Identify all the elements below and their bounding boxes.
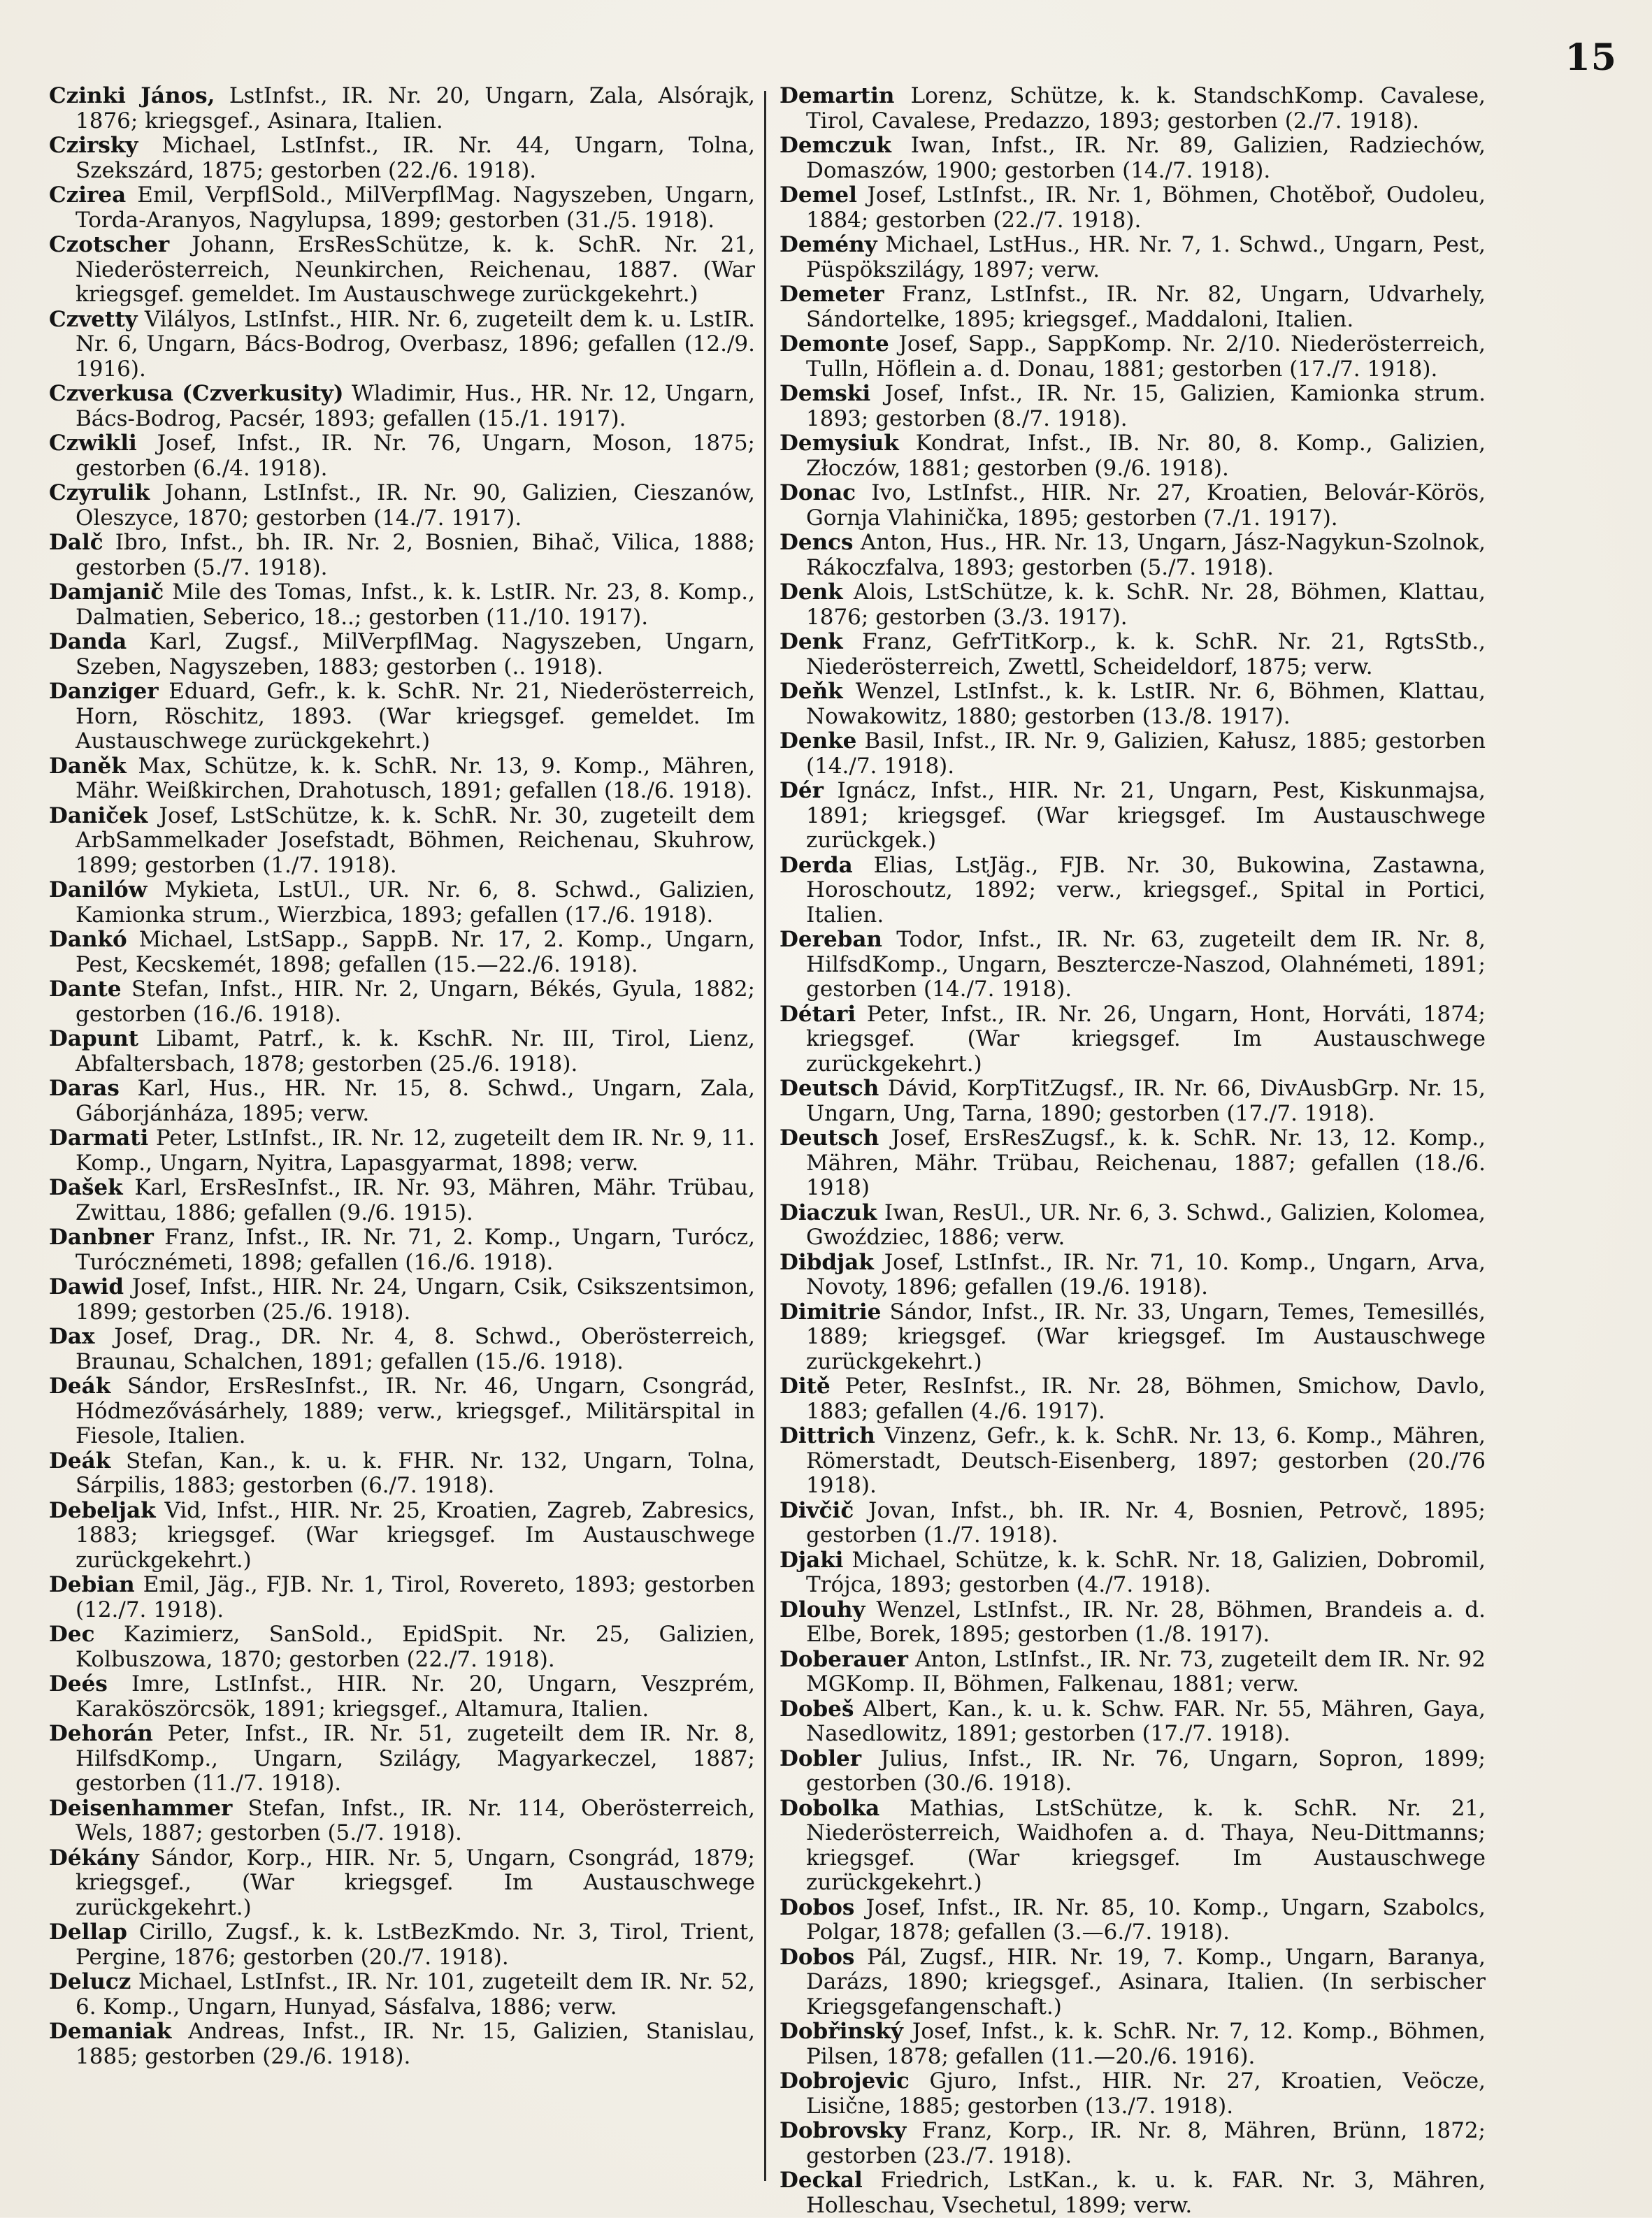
entry-details: Anton, Hus., HR. Nr. 13, Ungarn, Jász-Nagykun-Szolnok, Rákoczfalva, 1893; gestorben (5./7. 1918). bbox=[806, 530, 1486, 580]
register-entry bbox=[780, 580, 1486, 630]
register-entry bbox=[780, 854, 1486, 928]
entry-surname: Czirsky bbox=[49, 133, 138, 158]
entry-details: Josef, LstInfst., IR. Nr. 71, 10. Komp., Ungarn, Arva, Novoty, 1896; gefallen (19./6. 1918). bbox=[806, 1249, 1486, 1299]
entry-surname: Damjanič bbox=[49, 579, 164, 605]
register-entry bbox=[49, 2019, 755, 2069]
entry-surname: Demény bbox=[780, 232, 877, 257]
entry-surname: Dencs bbox=[780, 530, 854, 555]
entry-surname: Debeljak bbox=[49, 1497, 156, 1523]
entry-details: Ivo, LstInfst., HIR. Nr. 27, Kroatien, Belovár-Körös, Gornja Vlahinička, 1895; gestorben (7./1. 1917). bbox=[806, 480, 1486, 531]
register-entry bbox=[780, 134, 1486, 183]
entry-details: Josef, Drag., DR. Nr. 4, 8. Schwd., Oberösterreich, Braunau, Schalchen, 1891; gefallen (15./6. 1918). bbox=[76, 1324, 755, 1374]
entry-surname: Dereban bbox=[780, 927, 882, 952]
entry-details: Franz, Korp., IR. Nr. 8, Mähren, Brünn, 1872; gestorben (23./7. 1918). bbox=[806, 2118, 1486, 2168]
entry-details: Josef, Infst., IR. Nr. 15, Galizien, Kamionka strum. 1893; gestorben (8./7. 1918). bbox=[806, 381, 1486, 431]
entry-surname: Dellap bbox=[49, 1920, 127, 1945]
entry-details: Johann, LstInfst., IR. Nr. 90, Galizien, Cieszanów, Oleszyce, 1870; gestorben (14./7. 1917). bbox=[76, 480, 755, 531]
entry-details: Johann, ErsResSchütze, k. k. SchR. Nr. 21, Niederösterreich, Neunkirchen, Reichenau, 1887. (War kriegsgef. gemeldet. Im Austauschwege zurückgekehrt.) bbox=[76, 232, 755, 307]
register-entry bbox=[49, 1027, 755, 1076]
left-column bbox=[49, 84, 755, 2069]
entry-surname: Delucz bbox=[49, 1969, 131, 1994]
entry-details: Basil, Infst., IR. Nr. 9, Galizien, Kałusz, 1885; gestorben (14./7. 1918). bbox=[806, 728, 1486, 779]
entry-surname: Demaniak bbox=[49, 2019, 172, 2044]
entry-details: Libamt, Patrf., k. k. KschR. Nr. III, Tirol, Lienz, Abfaltersbach, 1878; gestorben (25./6. 1918). bbox=[76, 1026, 755, 1076]
entry-surname: Danda bbox=[49, 629, 127, 654]
entry-details: Sándor, ErsResInfst., IR. Nr. 46, Ungarn, Csongrád, Hódmezővásárhely, 1889; verw., kriegsgef., Militärspital in Fiesole, Italien. bbox=[76, 1374, 755, 1448]
entry-surname: Dobřinský bbox=[780, 2019, 903, 2044]
entry-details: Wenzel, LstInfst., k. k. LstIR. Nr. 6, Böhmen, Klattau, Nowakowitz, 1880; gestorben (13./8. 1917). bbox=[806, 679, 1486, 729]
register-entry bbox=[780, 679, 1486, 729]
register-entry bbox=[780, 2119, 1486, 2168]
register-entry bbox=[49, 1672, 755, 1722]
register-entry bbox=[780, 183, 1486, 233]
entry-surname: Deckal bbox=[780, 2168, 863, 2193]
register-entry bbox=[780, 1201, 1486, 1251]
entry-surname: Daniček bbox=[49, 802, 148, 828]
register-entry bbox=[49, 1076, 755, 1126]
entry-surname: Deisenhammer bbox=[49, 1795, 233, 1821]
register-entry bbox=[49, 1225, 755, 1275]
register-entry bbox=[49, 1796, 755, 1846]
register-entry bbox=[49, 1573, 755, 1622]
entry-surname: Deňk bbox=[780, 679, 843, 704]
entry-details: Josef, Infst., IR. Nr. 76, Ungarn, Moson, 1875; gestorben (6./4. 1918). bbox=[76, 431, 755, 481]
register-entry bbox=[49, 679, 755, 754]
register-entry bbox=[780, 382, 1486, 431]
register-entry bbox=[49, 754, 755, 804]
entry-details: Peter, Infst., IR. Nr. 26, Ungarn, Hont, Horváti, 1874; kriegsgef. (War kriegsgef. Im Austauschwege zurückgekehrt.) bbox=[806, 1001, 1486, 1076]
register-entry bbox=[780, 1374, 1486, 1424]
entry-details: Michael, LstInfst., IR. Nr. 44, Ungarn, Tolna, Szekszárd, 1875; gestorben (22./6. 1918). bbox=[76, 133, 755, 183]
entry-surname: Djaki bbox=[780, 1547, 844, 1573]
entry-surname: Dittrich bbox=[780, 1423, 875, 1448]
entry-surname: Darmati bbox=[49, 1125, 149, 1151]
entry-surname: Danziger bbox=[49, 679, 159, 704]
entry-details: Karl, ErsResInfst., IR. Nr. 93, Mähren, Mähr. Trübau, Zwittau, 1886; gefallen (9./6. 1915). bbox=[76, 1175, 755, 1225]
register-entry bbox=[780, 282, 1486, 332]
entry-surname: Czirea bbox=[49, 182, 127, 208]
register-entry bbox=[49, 481, 755, 531]
register-entry bbox=[49, 531, 755, 580]
entry-surname: Demeter bbox=[780, 282, 884, 307]
register-entry bbox=[49, 308, 755, 382]
entry-details: Friedrich, LstKan., k. u. k. FAR. Nr. 3, Mähren, Holleschau, Vsechetul, 1899; verw. bbox=[806, 2168, 1486, 2218]
entry-surname: Czvetty bbox=[49, 306, 138, 332]
entry-details: Elias, LstJäg., FJB. Nr. 30, Bukowina, Zastawna, Horoschoutz, 1892; verw., kriegsgef., Spital in Portici, Italien. bbox=[806, 852, 1486, 928]
entry-details: Wladimir, Hus., HR. Nr. 12, Ungarn, Bács-Bodrog, Pacsér, 1893; gefallen (15./1. 1917). bbox=[76, 381, 756, 431]
entry-surname: Divčič bbox=[780, 1497, 854, 1523]
entry-details: Iwan, ResUl., UR. Nr. 6, 3. Schwd., Galizien, Kolomea, Gwoździec, 1886; verw. bbox=[806, 1200, 1486, 1250]
register-entry bbox=[49, 1325, 755, 1374]
register-entry bbox=[49, 580, 755, 630]
entry-details: Emil, Jäg., FJB. Nr. 1, Tirol, Rovereto, 1893; gestorben (12./7. 1918). bbox=[76, 1572, 755, 1622]
register-entry bbox=[780, 1002, 1486, 1077]
register-entry bbox=[780, 1076, 1486, 1126]
entry-details: Alois, LstSchütze, k. k. SchR. Nr. 28, Böhmen, Klattau, 1876; gestorben (3./3. 1917). bbox=[806, 579, 1486, 630]
entry-surname: Demysiuk bbox=[780, 431, 899, 456]
register-entry bbox=[780, 1697, 1486, 1747]
register-entry bbox=[780, 531, 1486, 580]
entry-surname: Dlouhy bbox=[780, 1597, 865, 1622]
entry-details: Vid, Infst., HIR. Nr. 25, Kroatien, Zagreb, Zabresics, 1883; kriegsgef. (War kriegsgef. Im Austauschwege zurückgekehrt.) bbox=[76, 1497, 755, 1573]
entry-surname: Dobrovsky bbox=[780, 2118, 907, 2143]
entry-surname: Daras bbox=[49, 1076, 120, 1101]
right-column bbox=[780, 84, 1486, 2218]
entry-details: Michael, LstSapp., SappB. Nr. 17, 2. Komp., Ungarn, Pest, Kecskemét, 1898; gefallen (15.—22./6. 1918). bbox=[76, 927, 755, 977]
entry-details: Franz, GefrTitKorp., k. k. SchR. Nr. 21, RgtsStb., Niederösterreich, Zwettl, Scheideldorf, 1875; verw. bbox=[806, 629, 1486, 679]
entry-details: Josef, Infst., HIR. Nr. 24, Ungarn, Csik, Csikszentsimon, 1899; gestorben (25./6. 1918). bbox=[76, 1274, 755, 1325]
entry-details: Andreas, Infst., IR. Nr. 15, Galizien, Stanislau, 1885; gestorben (29./6. 1918). bbox=[76, 2019, 755, 2069]
entry-surname: Derda bbox=[780, 852, 853, 878]
entry-surname: Demczuk bbox=[780, 133, 891, 158]
entry-details: Michael, Schütze, k. k. SchR. Nr. 18, Galizien, Dobromil, Trójca, 1893; gestorben (4./7. 1918). bbox=[806, 1547, 1486, 1597]
entry-surname: Dimitrie bbox=[780, 1299, 882, 1325]
register-entry bbox=[49, 928, 755, 977]
entry-details: Franz, Infst., IR. Nr. 71, 2. Komp., Ungarn, Turócz, Turócznémeti, 1898; gefallen (16./6. 1918). bbox=[76, 1225, 755, 1275]
register-entry bbox=[780, 1598, 1486, 1648]
entry-details: Wenzel, LstInfst., IR. Nr. 28, Böhmen, Brandeis a. d. Elbe, Borek, 1895; gestorben (1./8. 1917). bbox=[806, 1597, 1486, 1647]
entry-surname: Dankó bbox=[49, 927, 127, 952]
register-entry bbox=[49, 1176, 755, 1225]
entry-details: Stefan, Kan., k. u. k. FHR. Nr. 132, Ungarn, Tolna, Sárpilis, 1883; gestorben (6./7. 1918). bbox=[76, 1448, 755, 1498]
register-entry bbox=[780, 729, 1486, 779]
entry-details: Kondrat, Infst., IB. Nr. 80, 8. Komp., Galizien, Złoczów, 1881; gestorben (9./6. 1918). bbox=[806, 431, 1486, 481]
register-entry bbox=[49, 630, 755, 679]
register-entry bbox=[780, 928, 1486, 1002]
register-entry bbox=[49, 134, 755, 183]
entry-details: Imre, LstInfst., HIR. Nr. 20, Ungarn, Veszprém, Karaköszörcsök, 1891; kriegsgef., Altamura, Italien. bbox=[76, 1671, 755, 1722]
register-entry bbox=[49, 431, 755, 481]
entry-details: Josef, LstSchütze, k. k. SchR. Nr. 30, zugeteilt dem ArbSammelkader Josefstadt, Böhmen, Reichenau, Skuhrow, 1899; gestorben (1./7. 1918). bbox=[76, 802, 755, 878]
entry-details: Julius, Infst., IR. Nr. 76, Ungarn, Sopron, 1899; gestorben (30./6. 1918). bbox=[806, 1745, 1486, 1796]
entry-surname: Czverkusa (Czverkusity) bbox=[49, 381, 344, 406]
entry-surname: Demel bbox=[780, 182, 857, 208]
register-entry bbox=[780, 2168, 1486, 2218]
register-entry bbox=[780, 431, 1486, 481]
entry-surname: Dehorán bbox=[49, 1721, 153, 1746]
entry-surname: Diaczuk bbox=[780, 1200, 877, 1225]
entry-details: Karl, Zugsf., MilVerpflMag. Nagyszeben, Ungarn, Szeben, Nagyszeben, 1883; gestorben (.. 1918). bbox=[76, 629, 755, 679]
entry-surname: Deutsch bbox=[780, 1076, 879, 1101]
entry-details: Ignácz, Infst., HIR. Nr. 21, Ungarn, Pest, Kiskunmajsa, 1891; kriegsgef. (War kriegsgef. Im Austauschwege zurückgek.) bbox=[806, 778, 1486, 853]
register-entry bbox=[49, 183, 755, 233]
register-entry bbox=[49, 804, 755, 879]
entry-surname: Dér bbox=[780, 778, 824, 803]
entry-details: Eduard, Gefr., k. k. SchR. Nr. 21, Niederösterreich, Horn, Röschitz, 1893. (War kriegsgef. gemeldet. Im Austauschwege zurückgekehrt.) bbox=[76, 679, 755, 754]
register-entry bbox=[780, 1126, 1486, 1201]
entry-surname: Czinki János, bbox=[49, 83, 215, 108]
register-entry bbox=[49, 1846, 755, 1921]
entry-details: Vilályos, LstInfst., HIR. Nr. 6, zugeteilt dem k. u. LstIR. Nr. 6, Ungarn, Bács-Bodrog, Overbasz, 1896; gefallen (12./9. 1916). bbox=[76, 306, 755, 382]
entry-surname: Demartin bbox=[780, 83, 895, 108]
entry-details: Albert, Kan., k. u. k. Schw. FAR. Nr. 55, Mähren, Gaya, Nasedlowitz, 1891; gestorben (17./7. 1918). bbox=[806, 1696, 1486, 1746]
register-entry bbox=[780, 1945, 1486, 2020]
entry-details: Josef, Sapp., SappKomp. Nr. 2/10. Niederösterreich, Tulln, Höflein a. d. Donau, 1881; gestorben (17./7. 1918). bbox=[806, 331, 1486, 382]
register-entry bbox=[780, 2019, 1486, 2069]
register-entry bbox=[49, 1126, 755, 1176]
page-number: 15 bbox=[1565, 36, 1617, 79]
entry-details: Josef, LstInfst., IR. Nr. 1, Böhmen, Chotěboř, Oudoleu, 1884; gestorben (22./7. 1918). bbox=[806, 182, 1486, 233]
register-entry bbox=[49, 977, 755, 1027]
entry-surname: Demonte bbox=[780, 331, 889, 357]
register-entry bbox=[49, 1449, 755, 1499]
entry-details: Dávid, KorpTitZugsf., IR. Nr. 66, DivAusbGrp. Nr. 15, Ungarn, Ung, Tarna, 1890; gestorben (17./7. 1918). bbox=[806, 1076, 1486, 1126]
entry-details: Peter, Infst., IR. Nr. 51, zugeteilt dem IR. Nr. 8, HilfsdKomp., Ungarn, Szilágy, Magyarkeczel, 1887; gestorben (11./7. 1918). bbox=[76, 1721, 755, 1796]
entry-surname: Danilów bbox=[49, 877, 148, 902]
entry-details: Kazimierz, SanSold., EpidSpit. Nr. 25, Galizien, Kolbuszowa, 1870; gestorben (22./7. 1918). bbox=[76, 1622, 755, 1672]
register-entry bbox=[780, 84, 1486, 134]
entry-details: Sándor, Infst., IR. Nr. 33, Ungarn, Temes, Temesillés, 1889; kriegsgef. (War kriegsgef. Im Austauschwege zurückgekehrt.) bbox=[806, 1299, 1486, 1374]
entry-details: Michael, LstHus., HR. Nr. 7, 1. Schwd., Ungarn, Pest, Püspökszilágy, 1897; verw. bbox=[806, 232, 1486, 282]
entry-surname: Deák bbox=[49, 1448, 111, 1474]
entry-details: Emil, VerpflSold., MilVerpflMag. Nagyszeben, Ungarn, Torda-Aranyos, Nagylupsa, 1899; gestorben (31./5. 1918). bbox=[76, 182, 755, 233]
register-entry bbox=[49, 1499, 755, 1574]
register-entry bbox=[780, 630, 1486, 679]
register-entry bbox=[49, 1275, 755, 1325]
register-entry bbox=[780, 1300, 1486, 1375]
register-entry bbox=[49, 382, 755, 431]
entry-surname: Czwikli bbox=[49, 431, 137, 456]
entry-details: Josef, Infst., k. k. SchR. Nr. 7, 12. Komp., Böhmen, Pilsen, 1878; gefallen (11.—20./6. 1916). bbox=[806, 2019, 1486, 2069]
entry-surname: Dašek bbox=[49, 1175, 123, 1200]
entry-surname: Dobos bbox=[780, 1944, 855, 1970]
entry-surname: Dapunt bbox=[49, 1026, 139, 1051]
entry-details: Gjuro, Infst., HIR. Nr. 27, Kroatien, Veöcze, Lisične, 1885; gestorben (13./7. 1918). bbox=[806, 2068, 1486, 2119]
register-entry bbox=[49, 1970, 755, 2019]
entry-details: Josef, Infst., IR. Nr. 85, 10. Komp., Ungarn, Szabolcs, Polgar, 1878; gefallen (3.—6./7. 1918). bbox=[806, 1894, 1486, 1945]
register-entry bbox=[49, 1920, 755, 1970]
entry-surname: Dawid bbox=[49, 1274, 124, 1299]
register-entry bbox=[49, 1622, 755, 1672]
entry-details: Peter, ResInfst., IR. Nr. 28, Böhmen, Smichow, Davlo, 1883; gefallen (4./6. 1917). bbox=[806, 1374, 1486, 1424]
entry-surname: Dec bbox=[49, 1622, 95, 1647]
entry-details: Peter, LstInfst., IR. Nr. 12, zugeteilt dem IR. Nr. 9, 11. Komp., Ungarn, Nyitra, Lapasgyarmat, 1898; verw. bbox=[76, 1125, 755, 1176]
register-entry bbox=[49, 1374, 755, 1449]
entry-surname: Donac bbox=[780, 480, 856, 505]
entry-surname: Daněk bbox=[49, 753, 127, 779]
entry-surname: Dobrojevic bbox=[780, 2068, 910, 2094]
register-entry bbox=[780, 2069, 1486, 2119]
entry-details: Josef, ErsResZugsf., k. k. SchR. Nr. 13, 12. Komp., Mähren, Mähr. Trübau, Reichenau, 1887; gefallen (18./6. 1918) bbox=[806, 1125, 1486, 1200]
entry-surname: Denk bbox=[780, 579, 843, 605]
entry-details: Pál, Zugsf., HIR. Nr. 19, 7. Komp., Ungarn, Baranya, Darázs, 1890; kriegsgef., Asinara, Italien. (In serbischer Kriegsgefangenschaft.) bbox=[806, 1944, 1486, 2019]
register-entry bbox=[780, 332, 1486, 382]
entry-details: Jovan, Infst., bh. IR. Nr. 4, Bosnien, Petrovč, 1895; gestorben (1./7. 1918). bbox=[806, 1497, 1486, 1548]
register-entry bbox=[780, 1796, 1486, 1896]
entry-surname: Denk bbox=[780, 629, 843, 654]
entry-surname: Ditě bbox=[780, 1374, 831, 1399]
entry-details: Mile des Tomas, Infst., k. k. LstIR. Nr. 23, 8. Komp., Dalmatien, Seberico, 18..; gestorben (11./10. 1917). bbox=[76, 579, 755, 630]
register-entry bbox=[780, 1499, 1486, 1548]
entry-details: LstInfst., IR. Nr. 20, Ungarn, Zala, Alsórajk, 1876; kriegsgef., Asinara, Italien. bbox=[76, 83, 756, 134]
entry-surname: Deák bbox=[49, 1374, 111, 1399]
register-entry bbox=[780, 1896, 1486, 1945]
entry-surname: Dobler bbox=[780, 1745, 862, 1771]
entry-details: Mykieta, LstUl., UR. Nr. 6, 8. Schwd., Galizien, Kamionka strum., Wierzbica, 1893; gefallen (17./6. 1918). bbox=[76, 877, 755, 928]
entry-surname: Dobeš bbox=[780, 1696, 854, 1722]
register-entry bbox=[780, 1251, 1486, 1300]
entry-details: Sándor, Korp., HIR. Nr. 5, Ungarn, Csongrád, 1879; kriegsgef., (War kriegsgef. Im Austauschwege zurückgekehrt.) bbox=[76, 1845, 755, 1920]
entry-details: Michael, LstInfst., IR. Nr. 101, zugeteilt dem IR. Nr. 52, 6. Komp., Ungarn, Hunyad, Sásfalva, 1886; verw. bbox=[76, 1969, 755, 2019]
entry-details: Mathias, LstSchütze, k. k. SchR. Nr. 21, Niederösterreich, Waidhofen a. d. Thaya, Neu-Dittmanns; kriegsgef. (War kriegsgef. Im Austauschwege zurückgekehrt.) bbox=[806, 1795, 1486, 1895]
entry-surname: Deutsch bbox=[780, 1125, 879, 1151]
entry-details: Karl, Hus., HR. Nr. 15, 8. Schwd., Ungarn, Zala, Gáborjánháza, 1895; verw. bbox=[76, 1076, 755, 1126]
register-entry bbox=[49, 84, 755, 134]
entry-surname: Dax bbox=[49, 1324, 95, 1349]
entry-details: Stefan, Infst., HIR. Nr. 2, Ungarn, Békés, Gyula, 1882; gestorben (16./6. 1918). bbox=[76, 977, 755, 1027]
entry-surname: Debian bbox=[49, 1572, 135, 1597]
entry-details: Todor, Infst., IR. Nr. 63, zugeteilt dem IR. Nr. 8, HilfsdKomp., Ungarn, Besztercze-Naszod, Olahnémeti, 1891; gestorben (14./7. 1918). bbox=[806, 927, 1486, 1002]
entry-details: Stefan, Infst., IR. Nr. 114, Oberösterreich, Wels, 1887; gestorben (5./7. 1918). bbox=[76, 1795, 755, 1845]
entry-surname: Détari bbox=[780, 1001, 856, 1027]
entry-surname: Demski bbox=[780, 381, 871, 406]
entry-details: Anton, LstInfst., IR. Nr. 73, zugeteilt dem IR. Nr. 92 MGKomp. II, Böhmen, Falkenau, 1881; verw. bbox=[806, 1646, 1486, 1697]
register-entry bbox=[780, 1648, 1486, 1697]
register-entry bbox=[49, 878, 755, 928]
entry-surname: Denke bbox=[780, 728, 857, 754]
entry-surname: Doberauer bbox=[780, 1646, 908, 1672]
entry-details: Vinzenz, Gefr., k. k. SchR. Nr. 13, 6. Komp., Mähren, Römerstadt, Deutsch-Eisenberg, 1897; gestorben (20./76 1918). bbox=[806, 1423, 1486, 1498]
entry-details: Ibro, Infst., bh. IR. Nr. 2, Bosnien, Bihač, Vilica, 1888; gestorben (5./7. 1918). bbox=[76, 530, 755, 580]
register-entry bbox=[780, 233, 1486, 282]
register-entry bbox=[780, 1548, 1486, 1598]
register-entry bbox=[780, 1747, 1486, 1796]
entry-details: Lorenz, Schütze, k. k. StandschKomp. Cavalese, Tirol, Cavalese, Predazzo, 1893; gestorben (2./7. 1918). bbox=[806, 83, 1486, 134]
entry-surname: Dibdjak bbox=[780, 1249, 874, 1275]
entry-details: Franz, LstInfst., IR. Nr. 82, Ungarn, Udvarhely, Sándortelke, 1895; kriegsgef., Maddaloni, Italien. bbox=[806, 282, 1486, 332]
entry-details: Iwan, Infst., IR. Nr. 89, Galizien, Radziechów, Domaszów, 1900; gestorben (14./7. 1918). bbox=[806, 133, 1486, 183]
register-entry bbox=[780, 481, 1486, 531]
entry-surname: Czyrulik bbox=[49, 480, 150, 505]
entry-surname: Dobolka bbox=[780, 1795, 880, 1821]
register-entry bbox=[49, 1722, 755, 1796]
column-divider bbox=[764, 91, 766, 2181]
entry-surname: Danbner bbox=[49, 1225, 154, 1250]
entry-surname: Czotscher bbox=[49, 232, 170, 257]
register-entry bbox=[49, 233, 755, 308]
register-entry bbox=[780, 1424, 1486, 1499]
entry-surname: Dobos bbox=[780, 1894, 855, 1920]
entry-surname: Deés bbox=[49, 1671, 108, 1697]
entry-surname: Dante bbox=[49, 977, 122, 1002]
register-entry bbox=[780, 779, 1486, 854]
entry-surname: Dalč bbox=[49, 530, 103, 555]
entry-surname: Dékány bbox=[49, 1845, 139, 1871]
entry-details: Cirillo, Zugsf., k. k. LstBezKmdo. Nr. 3, Tirol, Trient, Pergine, 1876; gestorben (20./7. 1918). bbox=[76, 1920, 755, 1970]
entry-details: Max, Schütze, k. k. SchR. Nr. 13, 9. Komp., Mähren, Mähr. Weißkirchen, Drahotusch, 1891; gefallen (18./6. 1918). bbox=[76, 753, 755, 803]
